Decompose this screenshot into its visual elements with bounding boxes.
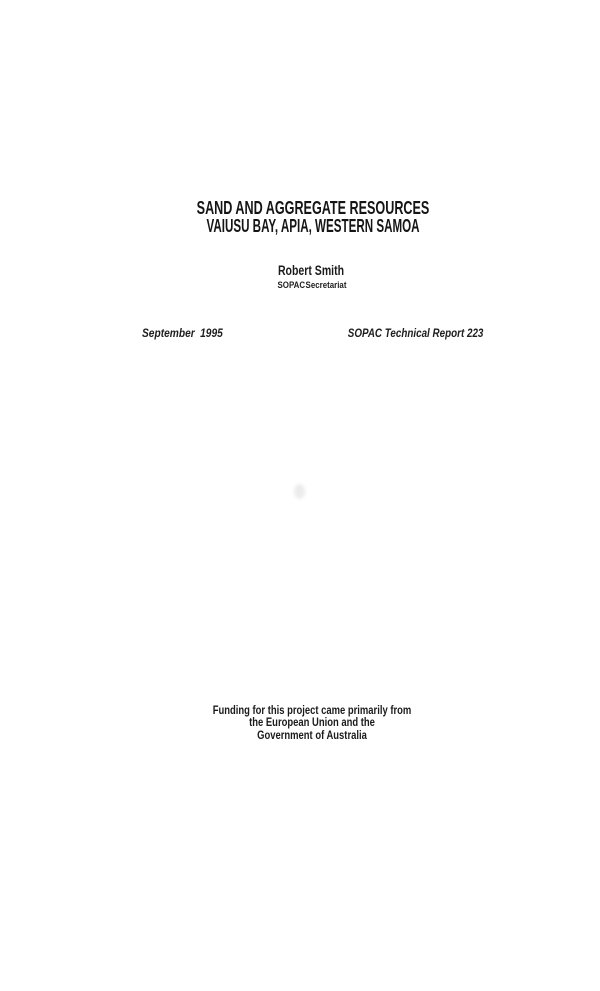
report-number: SOPAC Technical Report 223 — [347, 326, 483, 340]
funding-statement-line3: Government of Australia — [257, 729, 367, 742]
scan-smudge-artifact — [294, 484, 305, 499]
funding-statement-line2: the European Union and the — [249, 717, 375, 730]
author-name: Robert Smith — [277, 263, 345, 278]
funding-statement-line1: Funding for this project came primarily from — [212, 705, 412, 717]
author-affiliation: SOPAC Secretariat — [277, 280, 347, 290]
report-title-line2: VAIUSU BAY, APIA, WESTERN SAMOA — [206, 215, 420, 236]
publication-date: September 1995 — [142, 326, 223, 340]
report-title-line1: SAND AND AGGREGATE RESOURCES — [196, 198, 430, 218]
